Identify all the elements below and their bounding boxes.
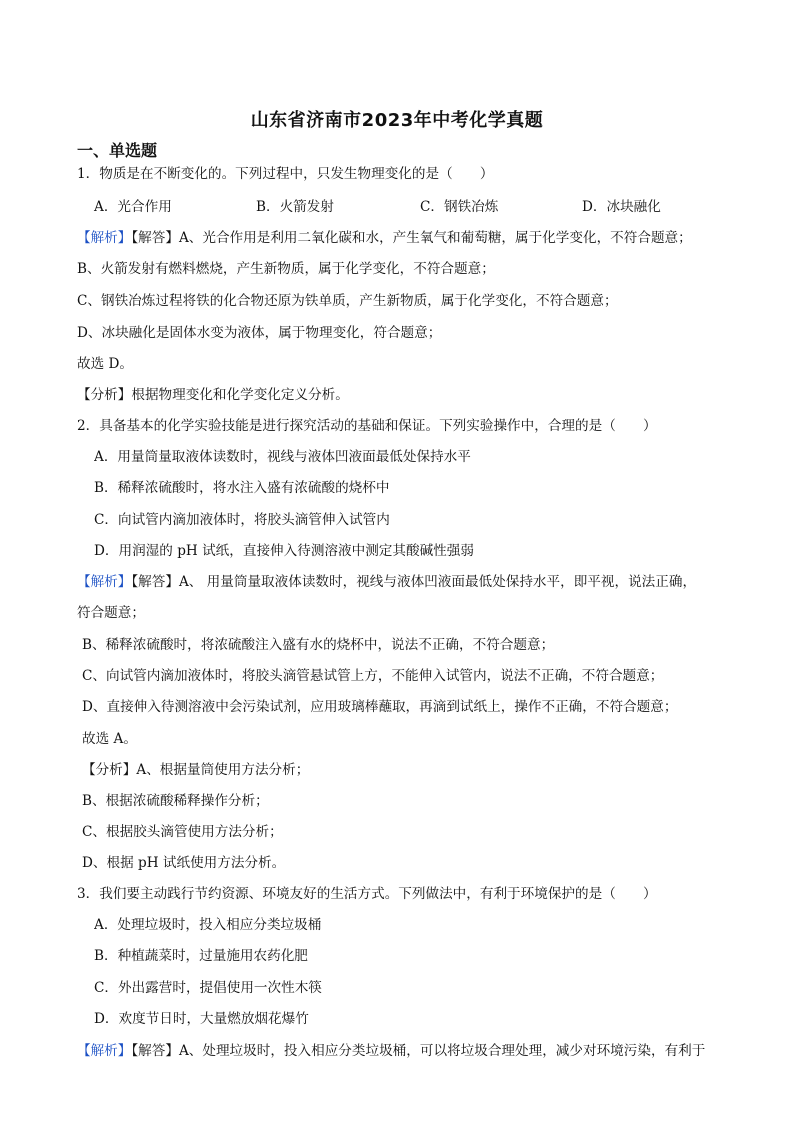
answer-line: 故选 D。: [77, 356, 134, 372]
question-3-option-b: B．种植蔬菜时，过量施用农药化肥: [94, 948, 308, 964]
question-2-option-c: C．向试管内滴加液体时，将胶头滴管伸入试管内: [94, 512, 390, 528]
jiexi-tag: 【解析】: [77, 1043, 132, 1059]
answer-line: B、稀释浓硫酸时，将浓硫酸注入盛有水的烧杯中，说法不正确，不符合题意；: [82, 637, 555, 653]
question-2-option-b: B．稀释浓硫酸时，将水注入盛有浓硫酸的烧杯中: [94, 480, 390, 496]
question-1-option-d: D．冰块融化: [582, 199, 661, 215]
answer-line: D、冰块融化是固体水变为液体，属于物理变化，符合题意；: [77, 325, 442, 341]
question-1-option-c: C．钢铁冶炼: [420, 199, 499, 215]
question-3-option-c: C．外出露营时，提倡使用一次性木筷: [94, 980, 322, 996]
answer-line: D、直接伸入待测溶液中会污染试剂，应用玻璃棒蘸取，再滴到试纸上，操作不正确，不符合题意；: [82, 699, 678, 715]
question-2-option-d: D．用润湿的 pH 试纸，直接伸入待测溶液中测定其酸碱性强弱: [94, 543, 474, 559]
answer-text: 【解答】A、 用量筒量取液体读数时，视线与液体凹液面最低处保持水平，即平视，说法正确，: [131, 574, 697, 590]
question-3-answer: [77, 1041, 757, 1061]
section-heading: 一、单选题: [77, 141, 158, 160]
answer-text: 【解答】A、处理垃圾时，投入相应分类垃圾桶，可以将垃圾合理处理，减少对环境污染，有利于: [131, 1043, 706, 1059]
question-3-option-d: D．欢度节日时，大量燃放烟花爆竹: [94, 1011, 309, 1027]
question-2-option-a: A．用量筒量取液体读数时，视线与液体凹液面最低处保持水平: [94, 449, 471, 465]
jiexi-tag: 【解析】: [77, 574, 132, 590]
question-1-option-a: A．光合作用: [94, 199, 172, 215]
analysis-line: C、根据胶头滴管使用方法分析；: [82, 824, 283, 840]
answer-line: C、向试管内滴加液体时，将胶头滴管悬试管上方，不能伸入试管内，说法不正确，不符合题意；: [82, 668, 664, 684]
question-1-option-b: B．火箭发射: [256, 199, 334, 215]
analysis-line: 【分析】A、根据量筒使用方法分析；: [82, 762, 310, 778]
question-2-stem: 2．具备基本的化学实验技能是进行探究活动的基础和保证。下列实验操作中，合理的是（ ）: [77, 418, 657, 434]
analysis-line: D、根据 pH 试纸使用方法分析。: [82, 855, 286, 871]
analysis-line: B、根据浓硫酸稀释操作分析；: [82, 793, 269, 809]
question-2-answer: [77, 572, 757, 592]
document-title: 山东省济南市2023年中考化学真题: [250, 110, 544, 131]
answer-line: B、火箭发射有燃料燃烧，产生新物质，属于化学变化，不符合题意；: [77, 261, 495, 277]
question-3-stem: 3．我们要主动践行节约资源、环境友好的生活方式。下列做法中，有利于环境保护的是（ ）: [77, 886, 657, 902]
question-3-option-a: A．处理垃圾时，投入相应分类垃圾桶: [94, 917, 322, 933]
answer-line: 符合题意；: [77, 605, 145, 621]
question-1-answer: [77, 228, 757, 248]
answer-line: 故选 A。: [82, 731, 137, 747]
question-1-stem: 1．物质是在不断变化的。下列过程中，只发生物理变化的是（ ）: [77, 166, 494, 182]
jiexi-tag: 【解析】: [77, 230, 132, 246]
analysis-line: 【分析】根据物理变化和化学变化定义分析。: [77, 387, 349, 403]
answer-text: 【解答】A、光合作用是利用二氧化碳和水，产生氧气和葡萄糖，属于化学变化，不符合题意；: [131, 230, 692, 246]
answer-line: C、钢铁冶炼过程将铁的化合物还原为铁单质，产生新物质，属于化学变化，不符合题意；: [77, 293, 618, 309]
